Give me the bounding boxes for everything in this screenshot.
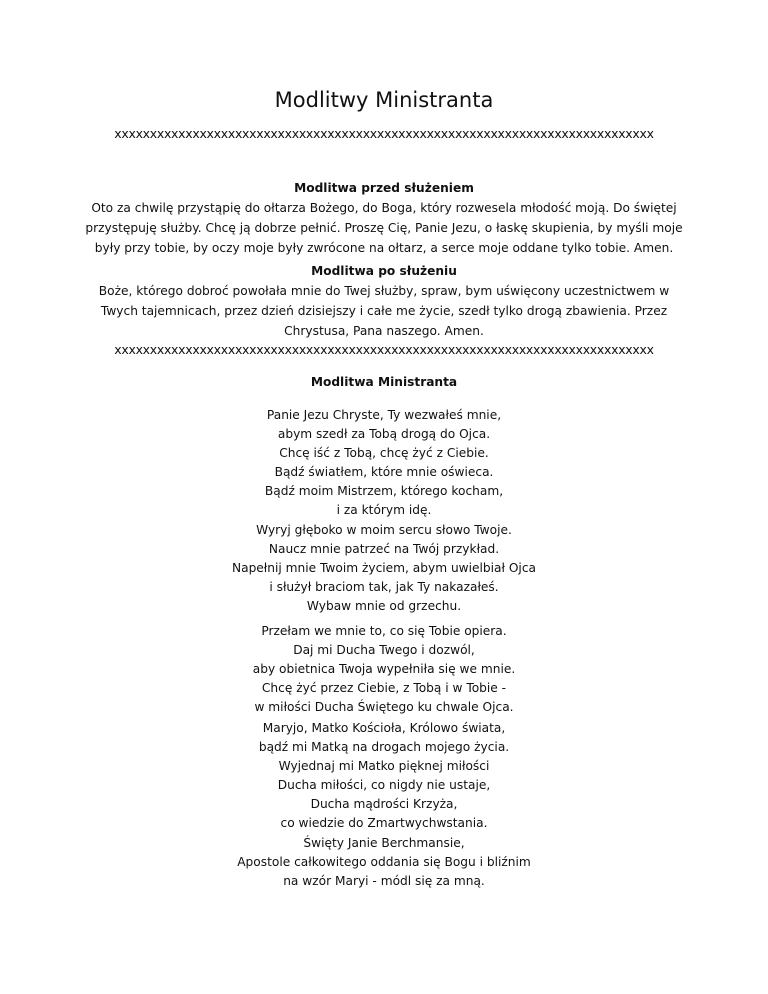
poem-line: abym szedł za Tobą drogą do Ojca. [277, 427, 491, 441]
poem-line: aby obietnica Twoja wypełniła się we mnie. [252, 662, 516, 676]
poem-line: Ducha miłości, co nigdy nie ustaje, [277, 778, 491, 792]
poem-line: bądź mi Matką na drogach mojego życia. [258, 740, 510, 754]
separator-line: xxxxxxxxxxxxxxxxxxxxxxxxxxxxxxxxxxxxxxxxxxxxxxxxxxxxxxxxxxxxxxxxxxxxxxxxxxxx [114, 126, 654, 141]
stanza [84, 622, 684, 717]
stanza [84, 521, 684, 616]
separator-line: xxxxxxxxxxxxxxxxxxxxxxxxxxxxxxxxxxxxxxxxxxxxxxxxxxxxxxxxxxxxxxxxxxxxxxxxxxxx [114, 342, 654, 357]
prayer-text: Oto za chwilę przystąpię do ołtarza Bożego, do Boga, który rozwesela młodość moją. Do świętej przystępuję służby. Chcę ją dobrze pełnić. Proszę Cię, Panie Jezu, o łaskę skupienia, by myśli moje były przy tobie, by oczy moje były zwrócone na ołtarz, a serce moje oddane tylko tobie. Amen. [85, 201, 683, 255]
poem-line: i służył braciom tak, jak Ty nakazałeś. [269, 580, 499, 594]
poem-line: Wybaw mnie od grzechu. [306, 599, 462, 613]
poem-line: Daj mi Ducha Twego i dozwól, [293, 643, 475, 657]
poem-line: Bądź moim Mistrzem, którego kocham, [264, 484, 504, 498]
poem-line: Święty Janie Berchmansie, [303, 836, 465, 850]
poem-line: w miłości Ducha Świętego ku chwale Ojca. [254, 700, 514, 714]
poem-line: Ducha mądrości Krzyża, [310, 797, 458, 811]
section-heading: Modlitwa przed służeniem [294, 181, 474, 195]
altar-server-prayer-heading-block [84, 372, 684, 392]
poem-line: Apostole całkowitego oddania się Bogu i bliźnim [237, 855, 531, 869]
poem-line: Chcę żyć przez Ciebie, z Tobą i w Tobie - [261, 681, 507, 695]
prayer-text: Boże, którego dobroć powołała mnie do Twej służby, spraw, bym uświęcony uczestnictwem w Twych tajemnicach, przez dzień dzisiejszy i całe me życie, szedł tylko drogą zbawienia. Przez Chrystusa, Pana naszego. Amen. [98, 284, 670, 338]
poem-line: na wzór Maryi - módl się za mną. [283, 874, 485, 888]
stanza [84, 406, 684, 520]
section-heading: Modlitwa po służeniu [311, 264, 457, 278]
stanza [84, 719, 684, 833]
poem-line: Przełam we mnie to, co się Tobie opiera. [261, 624, 507, 638]
poem-line: Wyjednaj mi Matko pięknej miłości [278, 759, 490, 773]
prayer-before-service [84, 178, 684, 258]
poem-line: Napełnij mnie Twoim życiem, abym uwielbiał Ojca [231, 561, 536, 575]
section-heading: Modlitwa Ministranta [310, 375, 458, 389]
poem-line: Wyryj głęboko w moim sercu słowo Twoje. [256, 523, 512, 537]
poem-line: i za którym idę. [336, 503, 432, 517]
poem-line: Panie Jezu Chryste, Ty wezwałeś mnie, [266, 408, 502, 422]
poem-line: Naucz mnie patrzeć na Twój przykład. [268, 542, 500, 556]
stanza [84, 834, 684, 891]
poem-line: Chcę iść z Tobą, chcę żyć z Ciebie. [279, 446, 489, 460]
poem-line: Maryjo, Matko Kościoła, Królowo świata, [262, 721, 506, 735]
poem-line: co wiedzie do Zmartwychwstania. [280, 816, 488, 830]
prayer-after-service [84, 261, 684, 341]
poem-line: Bądź światłem, które mnie oświeca. [274, 465, 494, 479]
document-title: Modlitwy Ministranta [274, 88, 494, 112]
